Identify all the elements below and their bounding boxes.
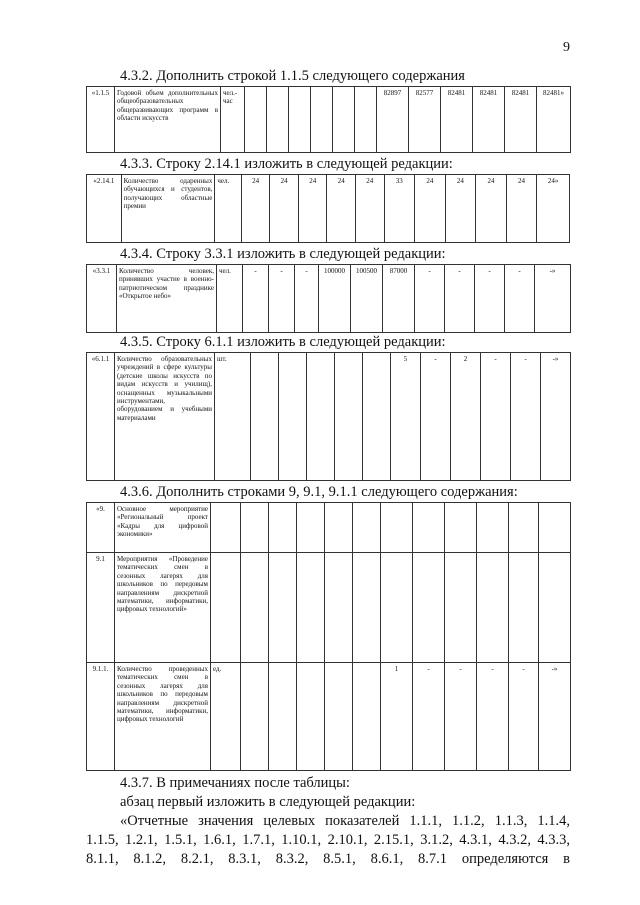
quote-line: 1.1.5, 1.2.1, 1.5.1, 1.6.1, 1.7.1, 1.10.1, 2.10.1, 2.15.1, 3.1.2, 4.3.1, 4.3.2, 4.3.3,	[86, 832, 570, 848]
cell: -	[269, 265, 295, 333]
cell	[509, 503, 539, 553]
cell: -»	[539, 663, 571, 771]
cell: 24»	[537, 175, 570, 243]
cell: 82481»	[537, 87, 571, 153]
table-rows-9	[86, 502, 571, 771]
cell: -»	[541, 353, 571, 481]
section-heading-4-3-2: 4.3.2. Дополнить строкой 1.1.5 следующего содержания	[120, 68, 465, 84]
cell: 82897	[377, 87, 409, 153]
cell	[445, 553, 477, 663]
cell-description: Основное мероприятие «Региональный проект «Кадры для цифровой экономики»	[115, 503, 211, 553]
cell: -	[243, 265, 269, 333]
cell	[325, 503, 353, 553]
cell-unit: чел.	[215, 175, 241, 243]
section-heading-4-3-5: 4.3.5. Строку 6.1.1 изложить в следующей редакции:	[120, 334, 446, 350]
cell: «1.1.5	[87, 87, 115, 153]
cell: 24	[298, 175, 327, 243]
cell: 2	[451, 353, 481, 481]
cell-description: Годовой объем дополнительных общеобразовательных общеразвивающих программ в области искусств	[115, 87, 221, 153]
notes-block	[86, 774, 570, 869]
cell: 87000	[383, 265, 415, 333]
cell	[413, 553, 445, 663]
cell	[325, 663, 353, 771]
cell: 33	[384, 175, 415, 243]
cell: 9.1	[87, 553, 115, 663]
cell	[353, 503, 381, 553]
table-row	[87, 663, 571, 771]
table-row	[87, 553, 571, 663]
cell	[477, 553, 509, 663]
cell: 24	[241, 175, 270, 243]
cell	[297, 503, 325, 553]
cell-unit: ед.	[211, 663, 241, 771]
section-heading-4-3-4: 4.3.4. Строку 3.3.1 изложить в следующей редакции:	[120, 246, 446, 262]
cell	[335, 353, 363, 481]
table-row	[87, 353, 571, 481]
cell: 9.1.1.	[87, 663, 115, 771]
cell: 24	[506, 175, 537, 243]
cell	[241, 553, 269, 663]
section-heading-4-3-3: 4.3.3. Строку 2.14.1 изложить в следующей редакции:	[120, 156, 453, 172]
cell: -	[481, 353, 511, 481]
cell	[269, 663, 297, 771]
cell: -»	[535, 265, 571, 333]
cell: -	[509, 663, 539, 771]
cell: 100000	[319, 265, 351, 333]
cell	[445, 503, 477, 553]
table-row	[87, 503, 571, 553]
cell	[267, 87, 289, 153]
cell	[297, 553, 325, 663]
cell-unit	[211, 553, 241, 663]
cell: -	[475, 265, 505, 333]
cell	[353, 553, 381, 663]
table-row	[87, 265, 571, 333]
cell-description: Количество образовательных учреждений в сфере культуры (детские школы искусств по видам искусств и училищ), оснащенных музыкальными инструментами, оборудованием и учебными материалами	[115, 353, 215, 481]
table-row-1-1-5	[86, 86, 571, 153]
cell: 24	[327, 175, 356, 243]
table-row	[87, 87, 571, 153]
cell: 1	[381, 663, 413, 771]
cell	[241, 503, 269, 553]
cell	[355, 87, 377, 153]
cell: 82481	[473, 87, 505, 153]
cell	[509, 553, 539, 663]
notes-heading: 4.3.7. В примечаниях после таблицы:	[120, 775, 350, 791]
cell	[289, 87, 311, 153]
cell-unit: шт.	[215, 353, 251, 481]
cell: 100500	[351, 265, 383, 333]
notes-line: абзац первый изложить в следующей редакции:	[120, 794, 416, 810]
cell	[241, 663, 269, 771]
cell: 24	[415, 175, 446, 243]
cell-unit: чел.-час	[221, 87, 245, 153]
cell: 24	[445, 175, 476, 243]
cell: -	[295, 265, 319, 333]
cell-description: Количество проведенных тематических смен в сезонных лагерях для школьников по передовым направлениям дискретной математики, информатики, цифровых технологий	[115, 663, 211, 771]
cell: -	[415, 265, 445, 333]
cell: -	[505, 265, 535, 333]
cell: 82481	[505, 87, 537, 153]
quote-line: 8.1.1, 8.1.2, 8.2.1, 8.3.1, 8.3.2, 8.5.1, 8.6.1, 8.7.1 определяются в	[86, 851, 570, 867]
cell-description: Количество человек, принявших участие в военно-патриотическом празднике «Открытое небо»	[117, 265, 217, 333]
cell-description: Количество одаренных обучающихся и студентов, получающих областные премии	[121, 175, 215, 243]
cell	[245, 87, 267, 153]
cell	[477, 503, 509, 553]
cell	[539, 503, 571, 553]
cell-unit: чел.	[217, 265, 243, 333]
cell-description: Мероприятия «Проведение тематических смен в сезонных лагерях для школьников по передовым направлениям дискретной математики, информатики, цифровых технологий»	[115, 553, 211, 663]
cell: -	[511, 353, 541, 481]
cell: 82577	[409, 87, 441, 153]
cell: «6.1.1	[87, 353, 115, 481]
cell: «2.14.1	[87, 175, 122, 243]
cell: «9.	[87, 503, 115, 553]
cell: -	[445, 663, 477, 771]
quote-line: «Отчетные значения целевых показателей 1.1.1, 1.1.2, 1.1.3, 1.1.4,	[120, 813, 570, 829]
section-heading-4-3-6: 4.3.6. Дополнить строками 9, 9.1, 9.1.1 следующего содержания:	[120, 484, 518, 500]
cell	[363, 353, 391, 481]
page-number: 9	[563, 40, 570, 55]
cell	[251, 353, 279, 481]
cell: 5	[391, 353, 421, 481]
cell	[307, 353, 335, 481]
cell: 82481	[441, 87, 473, 153]
cell	[381, 503, 413, 553]
cell	[413, 503, 445, 553]
cell: «3.3.1	[87, 265, 117, 333]
cell: -	[413, 663, 445, 771]
cell: -	[477, 663, 509, 771]
cell	[297, 663, 325, 771]
cell	[279, 353, 307, 481]
cell: 24	[270, 175, 299, 243]
cell	[269, 503, 297, 553]
cell: 24	[355, 175, 384, 243]
cell: 24	[476, 175, 507, 243]
table-row-3-3-1	[86, 264, 571, 333]
cell-unit	[211, 503, 241, 553]
cell: -	[421, 353, 451, 481]
cell	[333, 87, 355, 153]
table-row-6-1-1	[86, 352, 571, 481]
cell	[539, 553, 571, 663]
cell	[381, 553, 413, 663]
table-row	[87, 175, 570, 243]
cell	[269, 553, 297, 663]
cell: -	[445, 265, 475, 333]
table-row-2-14-1	[86, 174, 570, 243]
cell	[325, 553, 353, 663]
cell	[353, 663, 381, 771]
cell	[311, 87, 333, 153]
